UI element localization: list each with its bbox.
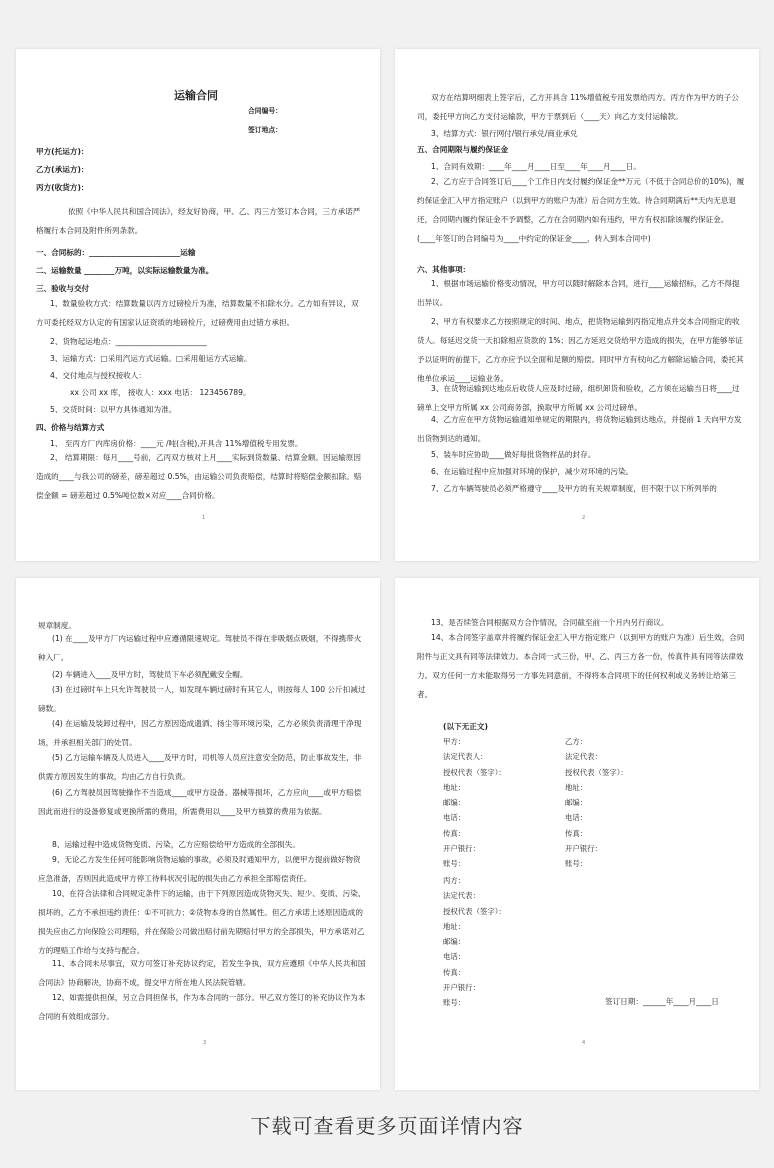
party-a-field: 账号：: [443, 859, 466, 869]
party-c-field: 电话：: [443, 952, 466, 962]
section-6-item-6: 6、在运输过程中应加强对环境的保护，减少对环境的污染。: [431, 467, 634, 476]
section-3-item-4-detail: xx 公司 xx 库， 接收人：xxx 电话： 123456789。: [70, 388, 251, 397]
section-6-item-1: 1、根据市场运输价格变动情况，甲方可以随时解除本合同，进行____运输招标，乙方不得提出异议。: [417, 279, 740, 307]
section-3-item-2: 2、货物起运地点：________________________: [50, 337, 207, 346]
page-number-4: 4: [582, 1040, 586, 1046]
section-6-item-3: 3、在货物运输到达地点后收货人应及时过磅，组织卸货和验收，乙方须在运输当日将____过磅单上交甲方所属 xx 公司商务部，换取甲方所属 xx 公司过磅单。: [417, 384, 740, 412]
section-6-item-8: 8、运输过程中造成货物变质、污染，乙方应赔偿给甲方造成的全部损失。: [52, 840, 300, 849]
party-b-field: 开户银行：: [565, 844, 602, 854]
party-b-label: 乙方(承运方)：: [36, 165, 89, 174]
intro-paragraph: 依照《中华人民共和国合同法》，经友好协商，甲、乙、丙三方签订本合同，三方承诺严格履行本合同及附件所列条款。: [36, 207, 361, 235]
section-6-item-14: 14、本合同签字盖章并将履约保证金汇入甲方指定账户（以到甲方的账户为准）后生效，合同附件与正文具有同等法律效力。本合同一式三份，甲、乙、丙三方各一份，传真件具有同等法律效力。双方任何一方未能取得另一方事先同意前，不得将本合同项下的任何权利或义务转让给第三者。: [417, 633, 745, 699]
party-a-field: 甲方：: [443, 737, 466, 746]
party-a-field: 电话：: [443, 813, 466, 823]
party-c-field: 账号：: [443, 998, 466, 1008]
section-3-heading: 三、验收与交付: [36, 284, 90, 293]
section-6-heading: 六、其他事项：: [417, 265, 471, 274]
contract-title: 运输合同: [174, 89, 218, 102]
rule-3: (3) 在过磅时车上只允许驾驶员一人，如发现车辆过磅时有其它人，则按每人 100 公斤扣减过磅数。: [38, 685, 366, 713]
party-b-field: 账号：: [565, 859, 588, 869]
document-page-2: [395, 49, 759, 561]
party-b-field: 乙方：: [565, 737, 588, 746]
party-c-label: 丙方(收货方)：: [36, 183, 89, 192]
party-a-field: 传真：: [443, 828, 466, 838]
section-4-item-3: 3、结算方式：银行网付/银行承兑/商业承兑: [431, 129, 578, 138]
party-b-field: 传真：: [565, 828, 588, 838]
section-3-item-5: 5、交货时间：以甲方具体通知为准。: [50, 405, 177, 414]
party-c-field: 邮编：: [443, 937, 466, 947]
page-number-1: 1: [202, 515, 206, 521]
section-4-item-2: 2、 结算期限：每月____号前，乙丙双方核对上月____实际到货数量、结算金额。因运输原因造成的____与我公司的磅差，磅差超过 0.5%，由运输公司负责赔偿，结算时将赔偿金额扣除。赔偿金额 = 磅差超过 0.5%吨位数×对应____合同价格。: [36, 453, 362, 500]
party-a-label: 甲方(托运方)：: [36, 147, 89, 156]
section-6-item-2: 2、甲方有权要求乙方按照规定的时间、地点，把货物运输到丙指定地点并交本合同指定的收货人。每延迟交货一天扣除相应货款的 1%；因乙方延迟交货给甲方造成的损失，在甲方能够举证予以证明的前提下，乙方亦应予以全面和足额的赔偿。同时甲方有权向乙方解除运输合同，委托其他单位承运____运输业务。: [417, 317, 744, 383]
section-4-item-1: 1、 至丙方厂内库房价格：____元 /吨(含税),开具含 11%增值税专用发票。: [50, 439, 303, 448]
section-4-heading: 四、价格与结算方式: [36, 423, 105, 432]
section-5-heading: 五、合同期限与履约保证金: [417, 145, 509, 154]
section-6-item-13: 13、是否续签合同根据双方合作情况，合同截至前一个月内另行商议。: [431, 618, 669, 627]
sign-place-label: 签订地点：: [248, 126, 282, 134]
section-1: 一、合同标的：________________________运输: [36, 248, 196, 257]
section-6-item-10: 10、在符合法律和合同规定条件下的运输，由于下列原因造成货物灭失、短少、变质、污染、损坏的，乙方不承担违约责任：①不可抗力；②货物本身的自然属性。但乙方承诺上述原因造成的损失应由乙方向保险公司理赔，并在保险公司做出赔付前先期赔付甲方的全部损失，甲方承诺对乙方的理赔工作给与支持与配合。: [38, 889, 366, 955]
rule-4: (4) 在运输及装卸过程中，因乙方原因造成遗洒、扬尘等环境污染，乙方必须负责清理干净现场，并承担相关部门的处罚。: [38, 719, 362, 747]
page-number-3: 3: [203, 1040, 207, 1046]
section-6-item-9: 9、无论乙方发生任何可能影响货物运输的事故，必须及时通知甲方，以便甲方提前做好物资应急准备，否则因此造成甲方停工待料状况引起的损失由乙方承担全部赔偿责任。: [38, 855, 361, 883]
party-c-field: 法定代表：: [443, 891, 480, 901]
document-page-1: [16, 49, 380, 561]
party-c-field: 授权代表（签字）：: [443, 906, 506, 916]
section-6-item-12: 12、如需提供担保，另立合同担保书，作为本合同的一部分。甲乙双方签订的补充协议作为本合同的有效组成部分。: [38, 993, 366, 1021]
party-a-signature-block: [443, 734, 506, 872]
party-c-field: 地址：: [443, 921, 466, 931]
section-2: 二、运输数量 ________万吨，以实际运输数量为准。: [36, 266, 214, 275]
party-a-field: 法定代表人：: [443, 752, 488, 762]
section-3-item-4: 4、交付地点与授权接收人：: [50, 371, 146, 380]
contract-number-label: 合同编号：: [248, 107, 282, 115]
party-a-field: 授权代表（签字）：: [443, 767, 506, 777]
party-a-field: 开户银行：: [443, 844, 480, 854]
party-b-signature-block: [565, 734, 628, 872]
party-a-field: 邮编：: [443, 798, 466, 808]
page-number-2: 2: [582, 515, 586, 521]
document-page-3: [16, 578, 380, 1090]
section-6-item-7-continued: 规章制度。: [38, 621, 76, 630]
party-b-field: 法定代表：: [565, 752, 602, 762]
party-c-field: 开户银行：: [443, 983, 480, 993]
section-5-item-2: 2、乙方应于合同签订后____个工作日内支付履约保证金**万元（不低于合同总价的10%)，履约保证金汇入甲方指定账户（以到甲方的账户为准）后合同方生效。待合同期满后**天内无息退还，合同期内履约保证金不予调整，乙方在合同期内如有违约，甲方有权扣除该履约保证金。(____年签订的合同编号为____中约定的保证金____，转入到本合同中): [417, 177, 745, 243]
section-4-continued: 双方在结算明细表上签字后，乙方开具含 11%增值税专用发票给丙方。丙方作为甲方的子公司，委托甲方向乙方支付运输款，甲方于票到后（____天）向乙方支付运输款。: [417, 93, 739, 121]
rule-2: (2) 车辆进入____及甲方时，驾驶员下车必须配戴安全帽。: [52, 670, 248, 679]
section-6-item-11: 11、本合同未尽事宜，双方可签订补充协议约定，若发生争执，双方应遵照《中华人民共和国合同法》协商解决，协商不成，提交甲方所在地人民法院管辖。: [38, 959, 366, 987]
party-b-field: 邮编：: [565, 798, 588, 808]
section-6-item-5: 5、装车时应协助____做好每批货物样品的封存。: [431, 450, 596, 459]
rule-6: (6) 乙方驾驶员因驾驶操作不当造成____或甲方设备、器械等损坏，乙方应向____或甲方赔偿因此而进行的设备修复或更换所需的费用，所需费用以____及甲方核算的费用为依据。: [38, 788, 362, 816]
party-c-field: 丙方：: [443, 876, 466, 885]
section-3-item-3: 3、运输方式：□采用汽运方式运输。□采用船运方式运输。: [50, 354, 252, 363]
party-b-field: 地址：: [565, 782, 588, 792]
section-3-item-1: 1、数量验收方式：结算数量以丙方过磅检斤为准，结算数量不扣除水分。乙方如有异议，双方可委托经双方认定的有国家认证资质的地磅检斤，过磅费用由过错方承担。: [36, 299, 359, 327]
party-a-field: 地址：: [443, 782, 466, 792]
section-6-item-7: 7、乙方车辆驾驶员必须严格遵守____及甲方的有关规章制度，但不限于以下所列举的: [431, 484, 717, 493]
party-c-signature-block: [443, 873, 506, 1011]
party-b-field: 授权代表（签字）：: [565, 767, 628, 777]
section-5-item-1: 1、合同有效期：____年____月____日至____年____月____日。: [431, 162, 641, 171]
rule-1: (1) 在____及甲方厂内运输过程中应遵循限速规定。驾驶员不得在非吸烟点吸烟，不得携带火种入厂。: [38, 634, 362, 662]
download-more-banner[interactable]: 下载可查看更多页面详情内容: [250, 1114, 524, 1138]
rule-5: (5) 乙方运输车辆及人员进入____及甲方时，司机等人员应注意安全防范，防止事故发生，非供需方原因发生的事故，均由乙方自行负责。: [38, 753, 362, 781]
sign-date: 签订日期：______年____月____日: [605, 997, 719, 1006]
no-further-text: (以下无正文): [443, 722, 488, 731]
section-6-item-4: 4、乙方应在甲方货物运输通知单规定的期限内，将货物运输到达地点，并提前 1 天向甲方发出货物到达的通知。: [417, 415, 742, 443]
document-page-4: [395, 578, 759, 1090]
party-b-field: 电话：: [565, 813, 588, 823]
party-c-field: 传真：: [443, 967, 466, 977]
